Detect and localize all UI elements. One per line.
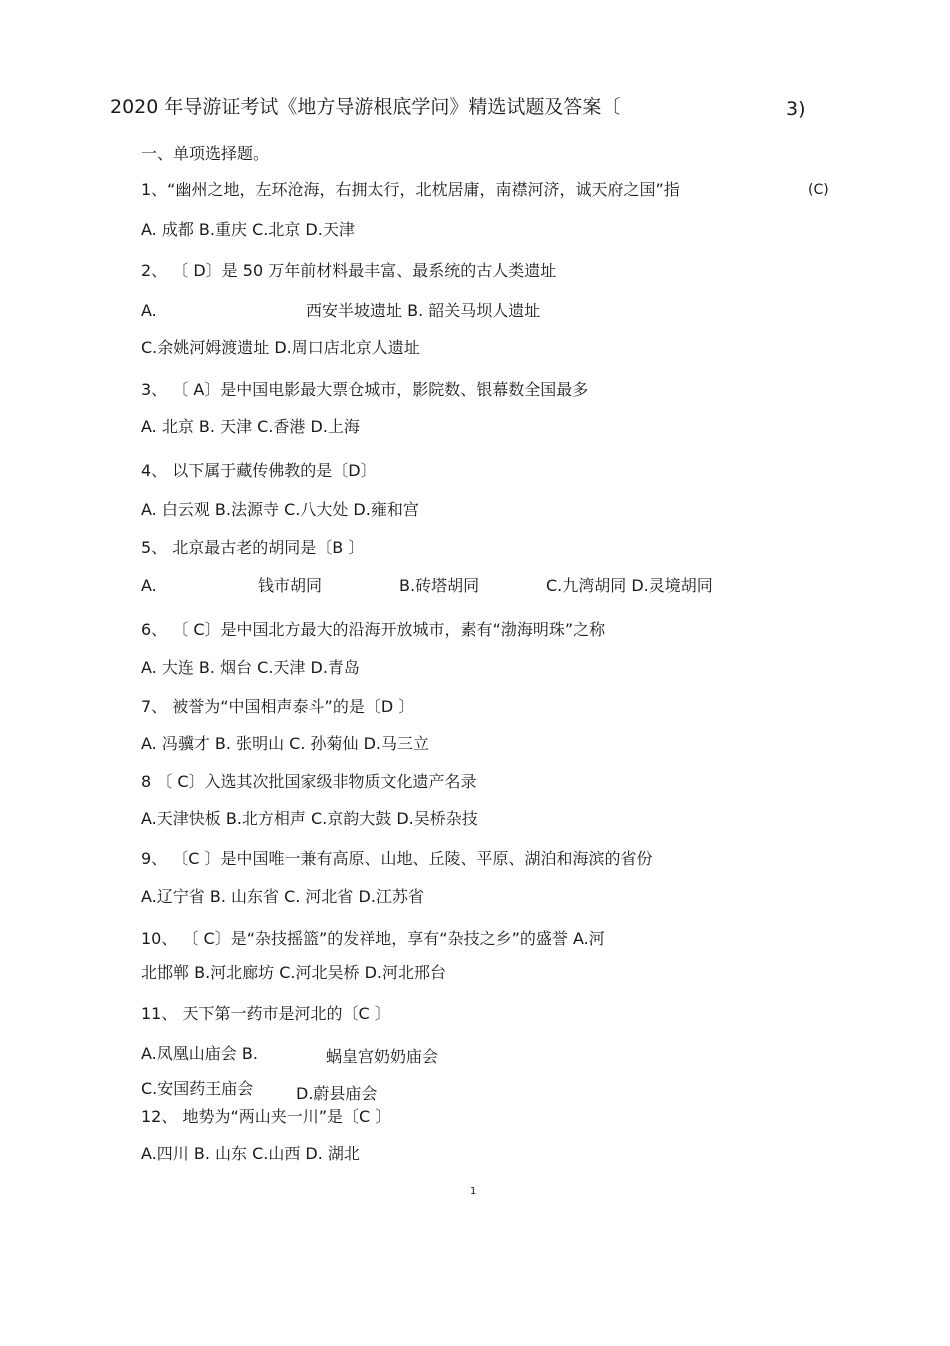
question-2-options-ab: 西安半坡遗址 B. 韶关马坝人遗址 xyxy=(306,301,541,320)
question-5-options-cd: C.九湾胡同 D.灵境胡同 xyxy=(546,576,713,595)
question-4: 4、 以下属于藏传佛教的是〔D〕 xyxy=(141,461,377,480)
question-11-option-c: C.安国药王庙会 xyxy=(141,1079,254,1098)
page-number: 1 xyxy=(470,1186,477,1197)
question-11: 11、 天下第一药市是河北的〔C 〕 xyxy=(141,1004,391,1023)
question-5-option-a: 钱市胡同 xyxy=(258,576,323,595)
question-2: 2、 〔 D〕是 50 万年前材料最丰富、最系统的古人类遗址 xyxy=(141,261,557,280)
question-5-option-label: A. xyxy=(141,576,157,595)
question-12: 12、 地势为“两山夹一川”是〔C 〕 xyxy=(141,1107,392,1126)
question-3-options: A. 北京 B. 天津 C.香港 D.上海 xyxy=(141,417,360,436)
question-6: 6、 〔 C〕是中国北方最大的沿海开放城市，素有“渤海明珠”之称 xyxy=(141,620,606,639)
question-7: 7、 被誉为“中国相声泰斗”的是〔D 〕 xyxy=(141,697,415,716)
question-5: 5、 北京最古老的胡同是〔B 〕 xyxy=(141,538,365,557)
question-2-options-cd: C.余姚河姆渡遗址 D.周口店北京人遗址 xyxy=(141,338,420,357)
question-6-options: A. 大连 B. 烟台 C.天津 D.青岛 xyxy=(141,658,360,677)
question-4-options: A. 白云观 B.法源寺 C.八大处 D.雍和宫 xyxy=(141,500,419,519)
question-8: 8 〔 C〕入选其次批国家级非物质文化遗产名录 xyxy=(141,772,477,791)
question-1-answer: (C) xyxy=(808,182,829,198)
document-title: 2020 年导游证考试《地方导游根底学问》精选试题及答案〔 xyxy=(110,96,621,118)
question-1: 1、“幽州之地，左环沧海，右拥太行，北枕居庸，南襟河济，诚天府之国”指 xyxy=(141,180,680,199)
section-heading: 一、单项选择题。 xyxy=(141,144,270,163)
question-1-options: A. 成都 B.重庆 C.北京 D.天津 xyxy=(141,220,355,239)
question-9: 9、 〔C 〕是中国唯一兼有高原、山地、丘陵、平原、湖泊和海滨的省份 xyxy=(141,849,653,868)
question-11-option-d: D.蔚县庙会 xyxy=(296,1084,378,1103)
question-12-options: A.四川 B. 山东 C.山西 D. 湖北 xyxy=(141,1144,360,1163)
document-title-suffix: 3) xyxy=(786,98,806,120)
question-9-options: A.辽宁省 B. 山东省 C. 河北省 D.江苏省 xyxy=(141,887,424,906)
question-3: 3、 〔 A〕是中国电影最大票仓城市，影院数、银幕数全国最多 xyxy=(141,380,589,399)
question-10: 10、 〔 C〕是“杂技摇篮”的发祥地，享有“杂技之乡”的盛誉 A.河 xyxy=(141,929,605,948)
question-8-options: A.天津快板 B.北方相声 C.京韵大鼓 D.吴桥杂技 xyxy=(141,809,478,828)
question-11-option-b: 蜗皇宫奶奶庙会 xyxy=(326,1047,439,1066)
question-10-options: 北邯郸 B.河北廊坊 C.河北吴桥 D.河北邢台 xyxy=(141,963,446,982)
question-5-option-b: B.砖塔胡同 xyxy=(399,576,480,595)
question-11-option-ab: A.凤凰山庙会 B. xyxy=(141,1044,258,1063)
question-7-options: A. 冯骥才 B. 张明山 C. 孙菊仙 D.马三立 xyxy=(141,734,429,753)
question-2-option-label: A. xyxy=(141,301,157,320)
